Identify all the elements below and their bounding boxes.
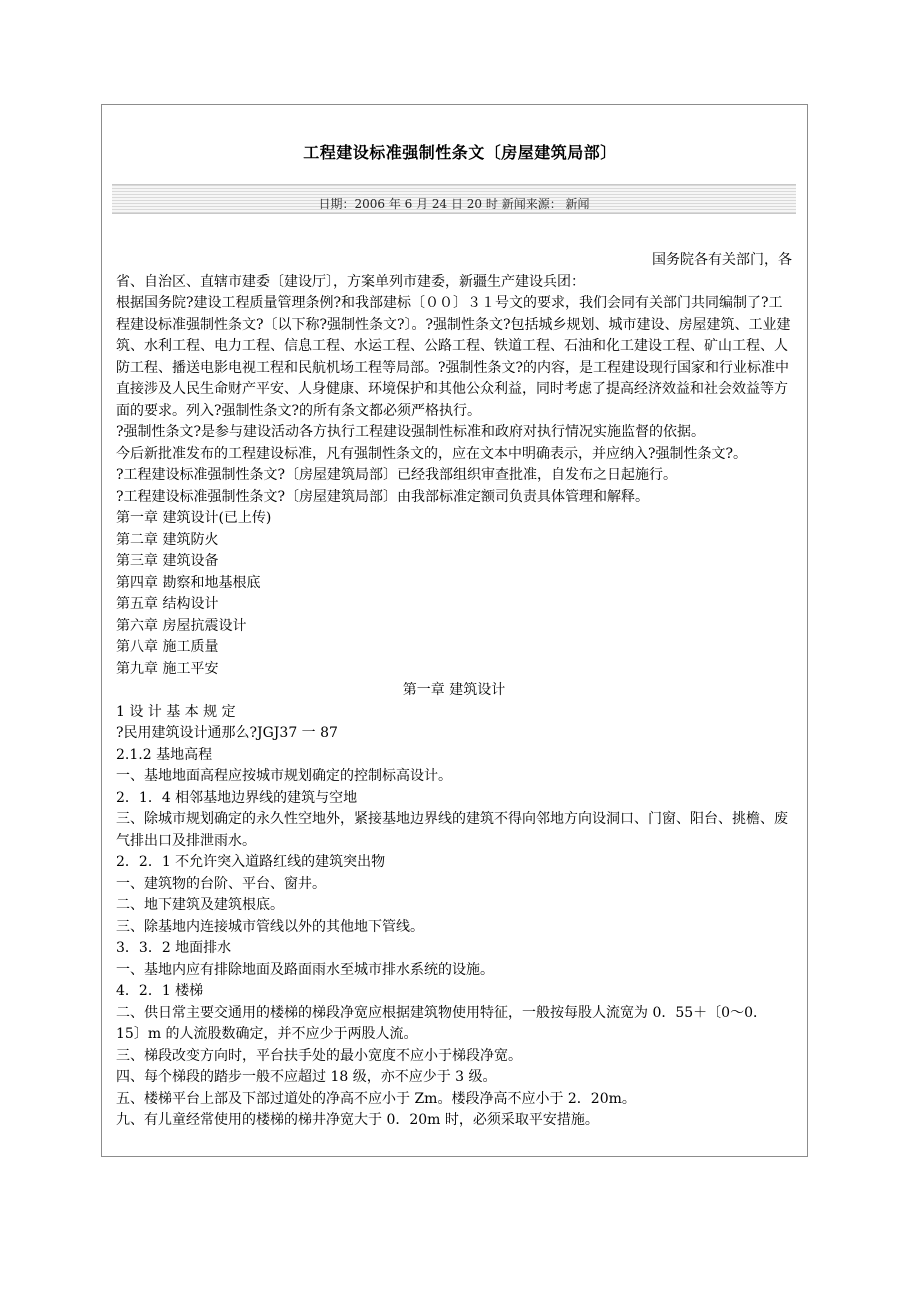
- chapter-list-item: 第二章 建筑防火: [116, 531, 219, 548]
- clause-heading: 2．1．4 相邻基地边界线的建筑与空地: [116, 789, 358, 806]
- paragraph: 四、每个梯段的踏步一般不应超过 18 级，亦不应少于 3 级。: [116, 1069, 497, 1085]
- meta-text: 日期：2006 年 6 月 24 日 20 时 新闻来源： 新闻: [318, 197, 590, 211]
- paragraph: 三、梯段改变方向时，平台扶手处的最小宽度不应小于梯段净宽。: [116, 1047, 522, 1064]
- paragraph: 二、供日常主要交通用的楼梯的梯段净宽应根据建筑物使用特征，一般按每股人流宽为 0．55＋〔0～0． 15〕m 的人流股数确定，并不应少于两股人流。: [116, 1004, 767, 1042]
- paragraph: ?民用建筑设计通那么?JGJ37 一 87: [116, 725, 338, 741]
- paragraph: 省、自治区、直辖市建委〔建设厅〕，方案单列市建委，新疆生产建设兵团：: [116, 273, 585, 290]
- paragraph: ?强制性条文?是参与建设活动各方执行工程建设强制性标准和政府对执行情况实施监督的依据。: [116, 424, 706, 440]
- chapter-heading: 第一章 建筑设计: [402, 682, 506, 698]
- chapter-list-item: 第四章 勘察和地基根底: [116, 574, 261, 591]
- paragraph: 二、地下建筑及建筑根底。: [116, 897, 284, 913]
- paragraph: 一、建筑物的台阶、平台、窗井。: [116, 875, 326, 892]
- paragraph: ?工程建设标准强制性条文?〔房屋建筑局部〕已经我部组织审查批准，自发布之日起施行。: [116, 467, 678, 483]
- paragraph: 一、基地内应有排除地面及路面雨水至城市排水系统的设施。: [116, 961, 494, 978]
- article-body: [116, 250, 792, 1132]
- section-heading: 1 设 计 基 本 规 定: [116, 703, 236, 720]
- chapter-list-item: 第一章 建筑设计(已上传): [116, 510, 272, 526]
- salutation-line: 国务院各有关部门，各: [652, 252, 792, 268]
- paragraph: 三、除基地内连接城市管线以外的其他地下管线。: [116, 918, 424, 935]
- chapter-list-item: 第九章 施工平安: [116, 660, 219, 677]
- chapter-list-item: 第三章 建筑设备: [116, 553, 219, 569]
- paragraph: 五、楼梯平台上部及下部过道处的净高不应小于 Zm。楼段净高不应小于 2．20m。: [116, 1090, 636, 1107]
- clause-heading: 4．2．1 楼梯: [116, 983, 204, 999]
- paragraph: 九、有儿童经常使用的楼梯的梯井净宽大于 0．20m 时，必须采取平安措施。: [116, 1112, 599, 1128]
- clause-heading: 2．2．1 不允许突入道路红线的建筑突出物: [116, 854, 386, 870]
- article-meta: [112, 195, 796, 212]
- paragraph: 一、基地地面高程应按城市规划确定的控制标高设计。: [116, 768, 452, 784]
- paragraph: ?工程建设标准强制性条文?〔房屋建筑局部〕由我部标准定额司负责具体管理和解释。: [116, 488, 650, 505]
- clause-heading: 2.1.2 基地高程: [116, 746, 213, 763]
- paragraph: 三、除城市规划确定的永久性空地外，紧接基地边界线的建筑不得向邻地方向设洞口、门窗、阳台、挑檐、废气排出口及排泄雨水。: [116, 811, 788, 849]
- chapter-list-item: 第六章 房屋抗震设计: [116, 617, 247, 634]
- paragraph: 今后新批准发布的工程建设标准，凡有强制性条文的，应在文本中明确表示，并应纳入?强制性条文?。: [116, 445, 748, 462]
- chapter-list-item: 第八章 施工质量: [116, 639, 219, 655]
- paragraph: 根据国务院?建设工程质量管理条例?和我部建标〔００〕３１号文的要求，我们会同有关部门共同编制了?工程建设标准强制性条文?〔以下称?强制性条文?〕。?强制性条文?包括城乡规划、城市建设、房屋建筑、工业建筑、水利工程、电力工程、信息工程、水运工程、公路工程、铁道工程、石油和化工建设工程、矿山工程、人防工程、播送电影电视工程和民航机场工程等局部。?强制性条文?的内容，是工程建设现行国家和行业标准中直接涉及人民生命财产平安、人身健康、环境保护和其他公众利益，同时考虑了提高经济效益和社会效益等方面的要求。列入?强制性条文?的所有条文都必须严格执行。: [116, 295, 791, 419]
- clause-heading: 3．3．2 地面排水: [116, 940, 232, 956]
- chapter-list-item: 第五章 结构设计: [116, 596, 219, 612]
- page-title: 工程建设标准强制性条文〔房屋建筑局部〕: [303, 143, 617, 162]
